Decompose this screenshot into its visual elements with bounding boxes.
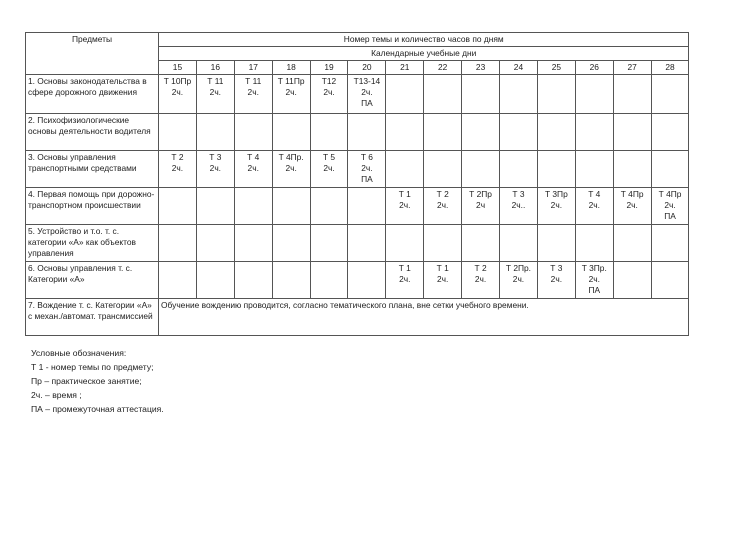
cell-line: 2ч.	[247, 87, 259, 97]
day-number: 20	[348, 61, 386, 75]
cell-line: ПА	[361, 98, 373, 108]
cell-line: ПА	[664, 211, 676, 221]
top-header: Номер темы и количество часов по дням	[159, 33, 689, 47]
cell-line: Т 3	[209, 152, 222, 162]
table-row	[26, 188, 689, 225]
driving-note: Обучение вождению проводится, согласно тематического плана, вне сетки учебного времени.	[159, 299, 689, 336]
schedule-cell	[500, 114, 538, 151]
schedule-table	[25, 32, 689, 336]
cell-line: Т 4	[247, 152, 260, 162]
schedule-cell	[651, 188, 689, 225]
schedule-cell	[234, 188, 272, 225]
day-number: 24	[500, 61, 538, 75]
legend-item: ПА – промежуточная аттестация.	[31, 404, 164, 414]
cell-line: 2ч.	[550, 274, 563, 284]
schedule-cell	[613, 114, 651, 151]
schedule-cell	[386, 188, 424, 225]
cell-line: ПА	[588, 285, 601, 295]
cell-line: Т 1	[398, 263, 411, 273]
cell-line: 2ч.	[550, 200, 563, 210]
cell-line: 2ч.	[588, 274, 600, 284]
day-number: 26	[575, 61, 613, 75]
subject-name: 4. Первая помощь при дорожно-транспортном происшествии	[26, 188, 159, 225]
schedule-cell	[424, 188, 462, 225]
schedule-cell	[575, 151, 613, 188]
cell-line: 2ч.	[171, 87, 184, 97]
cell-line: Т 11	[207, 76, 224, 86]
schedule-cell	[500, 262, 538, 299]
schedule-cell	[500, 75, 538, 114]
cell-line: Т13-14	[353, 76, 381, 86]
schedule-cell	[272, 262, 310, 299]
cell-line: Т 1	[436, 263, 449, 273]
day-number: 25	[537, 61, 575, 75]
schedule-cell	[462, 225, 500, 262]
day-number: 22	[424, 61, 462, 75]
cell-line: Т 1	[398, 189, 411, 199]
schedule-cell	[234, 75, 272, 114]
cell-line: Т 4Пр	[658, 189, 682, 199]
cell-line: 2ч.	[626, 200, 638, 210]
schedule-cell	[613, 151, 651, 188]
schedule-cell	[272, 188, 310, 225]
cell-line: 2ч.	[437, 274, 449, 284]
schedule-cell	[462, 151, 500, 188]
schedule-cell	[613, 225, 651, 262]
schedule-cell	[386, 75, 424, 114]
cell-line: Т12	[321, 76, 337, 86]
day-number: 27	[613, 61, 651, 75]
subject-name: 7. Вождение т. с. Категории «А» с механ./автомат. трансмиссией	[26, 299, 159, 336]
schedule-cell	[159, 262, 197, 299]
schedule-cell	[386, 151, 424, 188]
header-row	[26, 33, 689, 47]
schedule-cell	[272, 225, 310, 262]
schedule-cell	[348, 75, 386, 114]
cell-line: 2ч.	[171, 163, 184, 173]
schedule-cell	[651, 225, 689, 262]
cell-line: 2ч.	[512, 274, 525, 284]
schedule-cell	[537, 188, 575, 225]
cell-line: Т 2	[474, 263, 487, 273]
schedule-cell	[234, 262, 272, 299]
schedule-cell	[575, 114, 613, 151]
schedule-cell	[500, 225, 538, 262]
cell-line: 2ч.	[285, 87, 297, 97]
schedule-cell	[310, 188, 348, 225]
calendar-header: Календарные учебные дни	[159, 47, 689, 61]
cell-line: 2ч.	[588, 200, 600, 210]
table-row	[26, 262, 689, 299]
schedule-cell	[651, 151, 689, 188]
schedule-cell	[159, 114, 197, 151]
schedule-cell	[424, 262, 462, 299]
table-row	[26, 75, 689, 114]
subject-name: 2. Психофизиологические основы деятельности водителя	[26, 114, 159, 151]
cell-line: 2ч.	[247, 163, 259, 173]
schedule-cell	[348, 262, 386, 299]
schedule-cell	[196, 114, 234, 151]
day-number: 18	[272, 61, 310, 75]
schedule-cell	[462, 114, 500, 151]
cell-line: Т 6	[360, 152, 373, 162]
cell-line: 2ч.	[285, 163, 297, 173]
day-number: 17	[234, 61, 272, 75]
schedule-cell	[651, 262, 689, 299]
day-number: 28	[651, 61, 689, 75]
day-number: 15	[159, 61, 197, 75]
cell-line: Т 3	[512, 189, 525, 199]
schedule-cell	[575, 262, 613, 299]
schedule-cell	[537, 262, 575, 299]
schedule-cell	[196, 151, 234, 188]
schedule-cell	[537, 75, 575, 114]
schedule-cell	[272, 75, 310, 114]
legend-title: Условные обозначения:	[31, 348, 127, 358]
cell-line: 2ч.	[664, 200, 676, 210]
schedule-cell	[424, 225, 462, 262]
subject-name: 6. Основы управления т. с. Категории «А»	[26, 262, 159, 299]
schedule-cell	[234, 225, 272, 262]
subject-name: 1. Основы законодательства в сфере дорожного движения	[26, 75, 159, 114]
cell-line: Т 5	[322, 152, 336, 162]
legend	[31, 346, 164, 416]
cell-line: 2ч.	[399, 274, 411, 284]
table-row	[26, 114, 689, 151]
schedule-cell	[159, 188, 197, 225]
schedule-cell	[310, 75, 348, 114]
schedule-cell	[537, 151, 575, 188]
cell-line: Т 11	[245, 76, 262, 86]
schedule-cell	[613, 262, 651, 299]
cell-line: 2ч	[476, 200, 486, 210]
cell-line: 2ч.	[361, 87, 373, 97]
cell-line: 2ч.	[361, 163, 373, 173]
schedule-cell	[462, 262, 500, 299]
cell-line: 2ч.	[209, 163, 222, 173]
cell-line: Т 2	[171, 152, 184, 162]
legend-item: Пр – практическое занятие;	[31, 376, 142, 386]
table-row	[26, 151, 689, 188]
schedule-cell	[575, 188, 613, 225]
subjects-header: Предметы	[26, 33, 159, 75]
subject-name: 3. Основы управления транспортными средствами	[26, 151, 159, 188]
schedule-cell	[272, 151, 310, 188]
schedule-cell	[500, 151, 538, 188]
table-row	[26, 299, 689, 336]
legend-item: Т 1 - номер темы по предмету;	[31, 362, 154, 372]
cell-line: 2ч.	[437, 200, 449, 210]
cell-line: 2ч..	[511, 200, 526, 210]
schedule-cell	[234, 151, 272, 188]
schedule-cell	[348, 225, 386, 262]
schedule-cell	[462, 188, 500, 225]
cell-line: ПА	[361, 174, 373, 184]
cell-line: Т 3Пр.	[581, 263, 607, 273]
schedule-cell	[159, 75, 197, 114]
schedule-cell	[196, 262, 234, 299]
schedule-cell	[500, 188, 538, 225]
schedule-cell	[196, 75, 234, 114]
schedule-cell	[424, 75, 462, 114]
schedule-cell	[310, 151, 348, 188]
schedule-cell	[651, 75, 689, 114]
schedule-cell	[575, 225, 613, 262]
schedule-cell	[272, 114, 310, 151]
cell-line: Т 3	[550, 263, 563, 273]
schedule-cell	[310, 262, 348, 299]
cell-line: Т 3Пр	[544, 189, 568, 199]
cell-line: 2ч.	[209, 87, 222, 97]
schedule-cell	[386, 262, 424, 299]
legend-item: 2ч. – время ;	[31, 390, 82, 400]
schedule-cell	[613, 75, 651, 114]
cell-line: Т 4Пр.	[278, 152, 304, 162]
cell-line: Т 4Пр	[620, 189, 644, 199]
day-number: 16	[196, 61, 234, 75]
cell-line: 2ч.	[323, 87, 335, 97]
cell-line: 2ч.	[474, 274, 487, 284]
cell-line: Т 10Пр	[163, 76, 192, 86]
day-number: 21	[386, 61, 424, 75]
schedule-cell	[348, 114, 386, 151]
schedule-cell	[575, 75, 613, 114]
schedule-cell	[462, 75, 500, 114]
schedule-cell	[310, 225, 348, 262]
schedule-cell	[613, 188, 651, 225]
cell-line: Т 4	[588, 189, 601, 199]
cell-line: Т 11Пр	[277, 76, 305, 86]
schedule-cell	[159, 151, 197, 188]
schedule-cell	[537, 225, 575, 262]
schedule-cell	[537, 114, 575, 151]
schedule-cell	[386, 225, 424, 262]
day-number: 19	[310, 61, 348, 75]
cell-line: Т 2Пр.	[505, 263, 532, 273]
schedule-cell	[348, 188, 386, 225]
cell-line: 2ч.	[323, 163, 335, 173]
schedule-cell	[424, 151, 462, 188]
cell-line: Т 2Пр	[469, 189, 492, 199]
schedule-cell	[196, 225, 234, 262]
schedule-cell	[386, 114, 424, 151]
cell-line: Т 2	[436, 189, 449, 199]
table-row	[26, 225, 689, 262]
schedule-cell	[196, 188, 234, 225]
schedule-cell	[159, 225, 197, 262]
day-number: 23	[462, 61, 500, 75]
cell-line: 2ч.	[399, 200, 411, 210]
schedule-cell	[348, 151, 386, 188]
schedule-cell	[424, 114, 462, 151]
schedule-cell	[234, 114, 272, 151]
schedule-cell	[310, 114, 348, 151]
schedule-cell	[651, 114, 689, 151]
subject-name: 5. Устройство и т.о. т. с. категории «А» как объектов управления	[26, 225, 159, 262]
